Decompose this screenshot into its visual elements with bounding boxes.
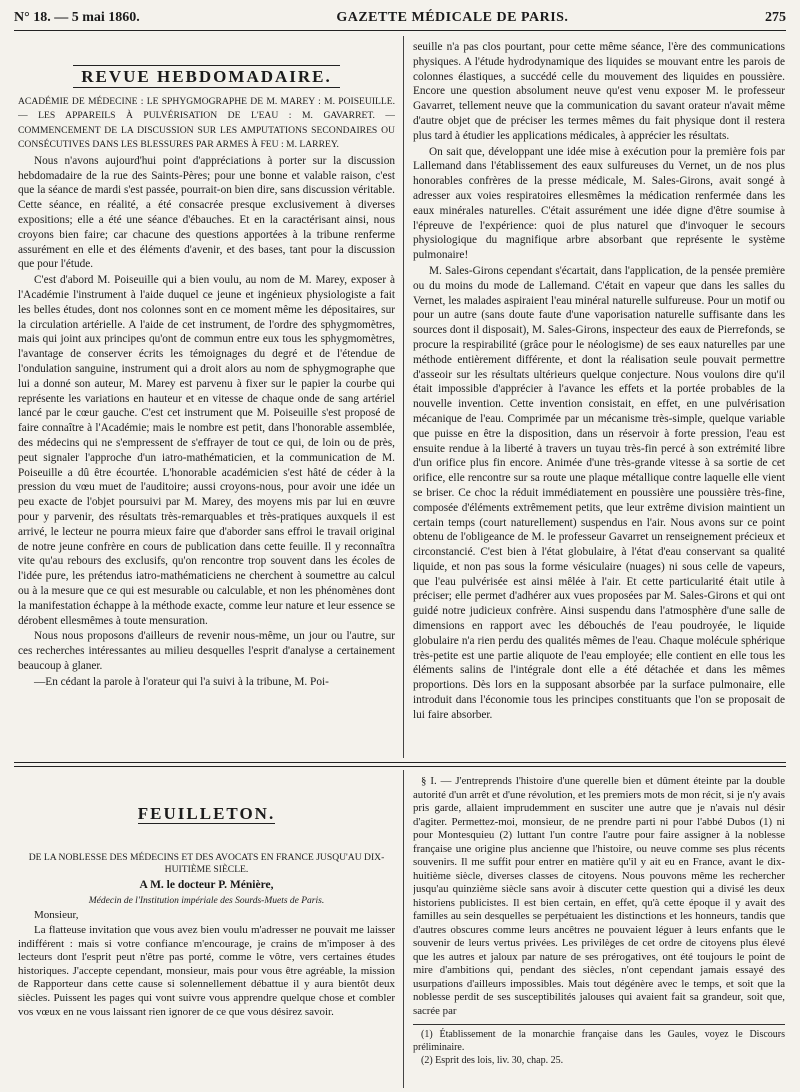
- revue-paragraph: Nous nous proposons d'ailleurs de revenir nous-même, un jour ou l'autre, sur ces recherches intéressantes au milieu desquelles l'esprit d'analyse a certainement beaucoup à glaner.: [18, 630, 395, 672]
- feuilleton-rule: [14, 762, 786, 763]
- revue-summary: ACADÉMIE DE MÉDECINE : LE SPHYGMOGRAPHE DE M. MAREY : M. POISEUILLE. — LES APPAREILS À PULVÉRISATION DE L'EAU : M. GAVARRET. — COMMENCEMENT DE LA DISCUSSION SUR LES AMPUTATIONS SECONDAIRES OU CONSÉCUTIVES DANS LES BLESSURES PAR ARMES À FEU : M. LARREY.: [18, 95, 395, 151]
- feuilleton-rule-thin: [14, 766, 786, 767]
- page-number: 275: [764, 10, 786, 25]
- footnote: (2) Esprit des lois, liv. 30, chap. 25.: [421, 1055, 564, 1066]
- revue-left-column: [18, 40, 395, 755]
- feuilleton-column-divider: [403, 770, 404, 1088]
- revue-paragraph: On sait que, développant une idée mise à exécution pour la première fois par Lallemand dans l'établissement des eaux sulfureuses du Vernet, un de nos plus honorables confrères de la presse médicale, M. Sales-Girons, avait songé à adresser aux voies respiratoires ellesmêmes la médication renfermée dans les eaux minérales naturelles. C'était assurément une idée digne d'être soumise à l'épreuve de l'expérience: quoi de plus naturel que d'invoquer le secours physiologique du magnifique arbre absorbant que représente le système pulmonaire!: [413, 145, 785, 262]
- feuilleton-paragraph: § I. — J'entreprends l'histoire d'une querelle bien et dûment éteinte par la double autorité d'un arrêt et d'une révolution, et les premiers mots de mon récit, si je n'y avais pris garde, allaient imprudemment en susciter une autre que je n'avais nul désir d'agiter. Permettez-moi, monsieur, de ne prendre parti ni pour l'abbé Dubos (1) ni pour Montesquieu (2) luttant l'un contre l'autre pour faire assigner à la noblesse française une origine plus ancienne que l'histoire, ou neuve comme ses plus récents souvenirs. Il me suffit pour entrer en matière qu'il y ait eu en France, avant le dix-huitième siècle, diverses classes de citoyens. Nous pouvons même les rechercher jusqu'au quinzième siècle sans avoir à discuter cette question qui a divisé les deux historiens publicistes. Il est bien certain, en effet, qu'à cette époque il y avait des familles au sein desquelles se perpétuaient les distinctions et les honneurs, tandis que d'autres obscures comme leurs ancêtres ne pouvaient léguer à leurs enfants que le souvenir de leurs vertus privées. Les privilèges de cet ordre de citoyens plus élevé que les autres et jaloux par nature de ses prérogatives, ont été toujours le point de mire d'ambitions qui, pendant des siècles, n'ont cependant jamais essayé des usurpations d'ailleurs impossibles. Mais tout dégénère avec le temps, et soit que la noblesse perdit de ses susceptibilités jalouses qui avaient fait sa grandeur, soit que, sacrée par: [413, 775, 785, 1017]
- column-divider: [403, 36, 404, 758]
- feuilleton-addressee-title: Médecin de l'Institution impériale des Sourds-Muets de Paris.: [88, 895, 325, 906]
- feuilleton-right-column: [413, 775, 785, 1085]
- feuilleton-title: FEUILLETON.: [137, 804, 276, 823]
- footnote: (1) Établissement de la monarchie française dans les Gaules, voyez le Discours préliminaire.: [413, 1029, 785, 1053]
- feuilleton-subtitle: DE LA NOBLESSE DES MÉDECINS ET DES AVOCATS EN FRANCE JUSQU'AU DIX-HUITIÈME SIÈCLE.: [28, 851, 385, 876]
- issue-date: N° 18. — 5 mai 1860.: [14, 10, 140, 25]
- journal-title: GAZETTE MÉDICALE DE PARIS.: [336, 10, 569, 25]
- revue-paragraph: C'est d'abord M. Poiseuille qui a bien voulu, au nom de M. Marey, exposer à l'Académie l'instrument à l'aide duquel ce jeune et ingénieux physiologiste a fait les belles études, dont nos colonnes sont en ce moment même les dépositaires, sur la circulation artérielle. A l'aide de cet instrument, de l'ordre des sphygmomètres, mais qui joint aux principes qu'ont de commun entre eux tous les sphygmomètres, l'avantage de conserver écrits les témoignages du degré et de l'étendue de l'ondulation sanguine, instrument qui a droit alors au nom de sphygmographe que lui a donné son auteur, M. Marey est parvenu à fixer sur le papier la courbe qui représente les variations en hauteur et en vitesse de chaque onde de sang artériel lancé par le cœur gauche. C'est cet instrument que M. Poiseuille s'est proposé de faire connaître à l'Académie; mais le nombre est petit, dans l'honorable assemblée, des médecins qui ne s'empressent de s'effrayer de tout ce qui, de loin ou de près, peut signaler l'approche d'un iatro-mathématicien, et la communication de M. Poiseuille a dû être écourtée. L'honorable académicien s'est hâté de céder à la pression du vœu muet de l'auditoire; aussi croyons-nous, pour avoir une idée un peu exacte de l'objet poursuivi par M. Marey, des moyens mis par lui en œuvre pour y parvenir, des résultats très-remarquables et très-pratiques auxquels il est arrivé, le lecteur ne pourra mieux faire que d'aborder sans effroi le travail original de notre jeune confrère en cours de publication dans cette feuille. Il y reconnaîtra vite qu'au rebours des exclusifs, qu'on rencontre trop souvent dans les écoles de l'idée pure, les prétendus iatro-mathématiciens ne cherchent à soumettre au calcul ou à la mesure que ce qui est mesurable ou calculable, et non les phénomènes dont la manifestation échappe à la méthode exacte, comme leur nature et leur essence se dérobent ellesmêmes à toute mensuration.: [18, 274, 395, 627]
- running-header: [14, 10, 786, 31]
- feuilleton-paragraph: La flatteuse invitation que vous avez bien voulu m'adresser ne pouvait me laisser indifférent : mais si votre confiance m'encourage, je crains de m'imposer à des lecteurs dont l'esprit peut n'être pas porté, comme le vôtre, vers certaines études historiques. J'accepte cependant, monsieur, mais pour vous être agréable, la mission de Rapporteur dans cette cause si solennellement débattue il y aura bientôt deux siècles. Puissent les pages qui vont suivre vous apprendre quelque chose et combler vos vœux en ne vous laissant rien ignorer de ce que vous désirez savoir.: [18, 923, 395, 1018]
- revue-paragraph: seuille n'a pas clos pourtant, pour cette même séance, l'ère des communications physiques. A l'étude hydrodynamique des liquides se mouvant entre les parois de colonnes élastiques, a succédé celle du mouvement des liquides en poussière. Encore une question absolument neuve qu'est venu exposer M. le professeur Gavarret, tellement neuve que la communication du savant orateur n'avait même d'autre objet que de préciser les termes mêmes du fait physique dont il restera plus tard à étudier les applications médicales, à apprécier les résultats.: [413, 41, 785, 142]
- revue-paragraph: —En cédant la parole à l'orateur qui l'a suivi à la tribune, M. Poi-: [34, 675, 329, 688]
- revue-title: REVUE HEBDOMADAIRE.: [18, 70, 395, 85]
- feuilleton-left-column: [18, 775, 395, 1085]
- feuilleton-salutation: Monsieur,: [34, 909, 79, 922]
- footnotes: [413, 1024, 785, 1067]
- revue-right-column: [413, 40, 785, 755]
- revue-paragraph: M. Sales-Girons cependant s'écartait, dans l'application, de la pensée première ou du moins du mode de Lallemand. C'était en vapeur que dans les salles du Vernet, les malades aspiraient l'eau minéral naturelle sulfureuse. Pour un motif ou pour un autre (sans doute faute d'une vaporisation naturelle suffisante dans les sources dont il disposait), M. Sales-Girons, inspecteur des eaux de Pierrefonds, se procure la respirabilité (grâce pour le néologisme) de ses eaux naturelles par une méthode entièrement différente, et dont la réalisation seule pouvait permettre d'asseoir sur les résultats ultérieurs quelque conjecture. Nous voulons dire qu'il était impossible d'apprécier à l'avance les effets et la portée probables de la nouvelle invention. Cette invention consistait, en effet, en une pulvérisation mécanique de l'eau. Comprimée par un mécanisme très-simple, quelque variable que puisse en être la disposition, dans un réservoir à forte pression, l'eau est ensuite rendue à la liberté à travers un tuyau très-fin percé à son extrémité libre d'un orifice plus fin encore. Animée d'une très-grande vitesse à sa sortie de cet orifice, elle rencontre sur sa route une plaque métallique contre laquelle elle vient se briser. Ce choc la réduit immédiatement en poussière une poussière très-fine, composée d'éléments extrêmement petits, que leur extrême division maintient un certain temps (court naturellement) suspendus en l'air. Nous avons sur ce point obtenu de l'obligeance de M. le professeur Gavarret un renseignement précieux et circonstancié. C'est bien à l'état globulaire, à l'état d'eau conservant sa qualité liquide, et non pas sous la forme vésiculaire (nuages) ni sous celle de vapeurs, que l'eau pulvérisée est ainsi mêlée à l'air. Et cette particularité était utile à préciser; elle permet d'adhérer aux vues proposées par M. Sales-Girons et qui ont guidé notre judicieux confrère. Ainsi suspendu dans l'atmosphère d'une salle de dimensions en rapport avec les débouchés de l'eau poudroyée, le liquide globulaire n'a rien perdu des qualités mêmes de l'eau. Chaque molécule sphérique très-petite est une partie aliquote de l'eau employée; elle contient en elle tous les éléments salins de l'intégrale dont elle a été détachée et dans les mêmes proportions. Dès lors en la supposant absorbée par la surface pulmonaire, elle introduit dans l'économie tous les principes constituants que l'on se proposait de lui faire absorber.: [413, 264, 785, 721]
- feuilleton-addressee: A M. le docteur P. Ménière,: [139, 878, 274, 891]
- revue-paragraph: Nous n'avons aujourd'hui point d'appréciations à porter sur la discussion hebdomadaire de la rue des Saints-Pères; pour une bonne et valable raison, c'est que la séance de mardi s'est passée, pourrait-on bien dire, sans discussion véritable. Cette séance, en réalité, a été consacrée presque exclusivement à diverses expositions; elle a été une séance d'ébauches. Et en la caractérisant ainsi, nous croyons bien faire; car chacune des questions apportées à la tribune renferme assurément en elle et des éléments d'avenir, et des bases, tant pour la discussion que pour l'étude.: [18, 154, 395, 271]
